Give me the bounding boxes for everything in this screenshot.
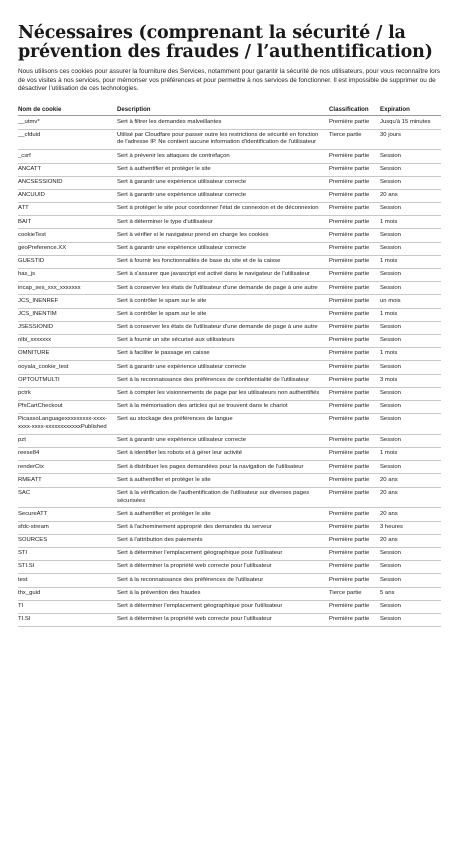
table-row	[18, 400, 441, 413]
cookie-name-cell: _csrf	[18, 150, 117, 163]
table-row	[18, 587, 441, 600]
cookie-description-cell: Sert à conserver les états de l'utilisateur d'une demande de page à une autre	[117, 321, 329, 334]
cookie-expiration-cell: 3 mois	[380, 374, 441, 387]
table-row	[18, 534, 441, 547]
table-row	[18, 150, 441, 163]
cookie-name-cell: OPTOUTMULTI	[18, 374, 117, 387]
cookie-classification-cell: Première partie	[329, 613, 380, 626]
cookie-table	[18, 106, 441, 627]
table-row	[18, 282, 441, 295]
cookie-expiration-cell: Session	[380, 282, 441, 295]
cookie-description-cell: Sert à l'acheminement approprié des demandes du serveur	[117, 521, 329, 534]
cookie-name-cell: __cfduid	[18, 129, 117, 150]
table-row	[18, 461, 441, 474]
cookie-description-cell: Sert à déterminer l'emplacement géographique pour l'utilisateur	[117, 600, 329, 613]
cookie-table-body	[18, 116, 441, 627]
cookie-classification-cell: Première partie	[329, 374, 380, 387]
cookie-description-cell: Sert à la vérification de l'authentification de l'utilisateur sur diverses pages sécurisées	[117, 487, 329, 508]
cookie-description-cell: Sert à garantir une expérience utilisateur correcte	[117, 189, 329, 202]
table-row	[18, 600, 441, 613]
cookie-classification-cell: Première partie	[329, 574, 380, 587]
cookie-expiration-cell: Session	[380, 547, 441, 560]
table-row	[18, 574, 441, 587]
cookie-classification-cell: Première partie	[329, 487, 380, 508]
cookie-expiration-cell: Session	[380, 229, 441, 242]
table-row	[18, 374, 441, 387]
cookie-name-cell: JSESSIONID	[18, 321, 117, 334]
cookie-classification-cell: Première partie	[329, 414, 380, 435]
cookie-classification-cell: Première partie	[329, 348, 380, 361]
cookie-expiration-cell: 20 ans	[380, 508, 441, 521]
cookie-description-cell: Sert à garantir une expérience utilisateur correcte	[117, 434, 329, 447]
table-row	[18, 203, 441, 216]
cookie-classification-cell: Première partie	[329, 547, 380, 560]
cookie-classification-cell: Première partie	[329, 255, 380, 268]
cookie-classification-cell: Première partie	[329, 269, 380, 282]
cookie-expiration-cell: Session	[380, 414, 441, 435]
cookie-expiration-cell: Session	[380, 400, 441, 413]
cookie-name-cell: TI	[18, 600, 117, 613]
cookie-classification-cell: Première partie	[329, 189, 380, 202]
cookie-classification-cell: Première partie	[329, 400, 380, 413]
cookie-expiration-cell: Session	[380, 150, 441, 163]
cookie-name-cell: pzt	[18, 434, 117, 447]
table-row	[18, 295, 441, 308]
cookie-classification-cell: Première partie	[329, 282, 380, 295]
table-row	[18, 474, 441, 487]
cookie-description-cell: Sert au stockage des préférences de langue	[117, 414, 329, 435]
cookie-description-cell: Sert à prévenir les attaques de contrefaçon	[117, 150, 329, 163]
cookie-classification-cell: Première partie	[329, 116, 380, 129]
cookie-name-cell: thx_guid	[18, 587, 117, 600]
cookie-description-cell: Sert à déterminer la propriété web correcte pour l'utilisateur	[117, 613, 329, 626]
cookie-expiration-cell: 20 ans	[380, 487, 441, 508]
header-classification: Classification	[329, 106, 380, 116]
cookie-expiration-cell: Session	[380, 334, 441, 347]
cookie-description-cell: Sert à protéger le site pour coordonner l'état de connexion et de déconnexion	[117, 203, 329, 216]
table-row	[18, 129, 441, 150]
cookie-name-cell: JCS_INENTIM	[18, 308, 117, 321]
cookie-classification-cell: Première partie	[329, 521, 380, 534]
cookie-name-cell: sfdc-stream	[18, 521, 117, 534]
cookie-expiration-cell: 1 mois	[380, 448, 441, 461]
cookie-description-cell: Sert à faciliter le passage en caisse	[117, 348, 329, 361]
cookie-expiration-cell: 30 jours	[380, 129, 441, 150]
cookie-description-cell: Sert à fournir un site sécurisé aux utilisateurs	[117, 334, 329, 347]
cookie-classification-cell: Première partie	[329, 308, 380, 321]
cookie-name-cell: incap_ses_xxx_xxxxxxx	[18, 282, 117, 295]
cookie-expiration-cell: Session	[380, 203, 441, 216]
cookie-name-cell: PicassoLanguagexxxxxxxxx-xxxx-xxxx-xxxx-xxxxxxxxxxxxPublished	[18, 414, 117, 435]
cookie-classification-cell: Première partie	[329, 216, 380, 229]
header-description: Description	[117, 106, 329, 116]
table-row	[18, 189, 441, 202]
cookie-classification-cell: Première partie	[329, 361, 380, 374]
intro-paragraph: Nous utilisons ces cookies pour assurer la fourniture des Services, notamment pour garantir la sécurité de nos utilisateurs, pour vous reconnaître lors de vos visites à nos services, pour mémoriser vos préférences et pour permettre à nos services de fonctionner. Il est impossible de supprimer ou de désactiver l’utilisation de ces technologies.	[18, 68, 440, 93]
cookie-expiration-cell: Session	[380, 361, 441, 374]
cookie-name-cell: ANCATT	[18, 163, 117, 176]
cookie-name-cell: test	[18, 574, 117, 587]
table-row	[18, 448, 441, 461]
table-row	[18, 163, 441, 176]
cookie-description-cell: Sert à déterminer le type d'utilisateur	[117, 216, 329, 229]
cookie-name-cell: STI.SI	[18, 561, 117, 574]
cookie-expiration-cell: Session	[380, 176, 441, 189]
table-row	[18, 547, 441, 560]
cookie-description-cell: Utilisé par Cloudfare pour passer outre les restrictions de sécurité en fonction de l'adresse IP. Ne contient aucune information d'identification de l'utilisateur	[117, 129, 329, 150]
cookie-name-cell: STI	[18, 547, 117, 560]
cookie-expiration-cell: Session	[380, 613, 441, 626]
cookie-expiration-cell: un mois	[380, 295, 441, 308]
header-expiration: Expiration	[380, 106, 441, 116]
table-row	[18, 116, 441, 129]
cookie-description-cell: Sert à la reconnaissance des préférences de confidentialité de l'utilisateur	[117, 374, 329, 387]
table-row	[18, 242, 441, 255]
cookie-expiration-cell: Session	[380, 387, 441, 400]
table-header-row	[18, 106, 441, 116]
cookie-name-cell: PfxCartCheckout	[18, 400, 117, 413]
cookie-expiration-cell: Session	[380, 434, 441, 447]
cookie-description-cell: Sert à authentifier et protéger le site	[117, 474, 329, 487]
cookie-description-cell: Sert à compter les visionnements de page par les utilisateurs non authentifiés	[117, 387, 329, 400]
cookie-classification-cell: Tierce partie	[329, 129, 380, 150]
cookie-expiration-cell: Session	[380, 600, 441, 613]
cookie-expiration-cell: 1 mois	[380, 308, 441, 321]
cookie-expiration-cell: Session	[380, 574, 441, 587]
cookie-expiration-cell: Session	[380, 163, 441, 176]
cookie-name-cell: reese84	[18, 448, 117, 461]
cookie-name-cell: geoPreference.XX	[18, 242, 117, 255]
cookie-expiration-cell: Jusqu'à 15 minutes	[380, 116, 441, 129]
cookie-name-cell: GUESTID	[18, 255, 117, 268]
cookie-expiration-cell: Session	[380, 321, 441, 334]
table-row	[18, 229, 441, 242]
cookie-description-cell: Sert à authentifier et protéger le site	[117, 508, 329, 521]
cookie-classification-cell: Première partie	[329, 163, 380, 176]
cookie-classification-cell: Première partie	[329, 508, 380, 521]
cookie-name-cell: BAIT	[18, 216, 117, 229]
cookie-description-cell: Sert à garantir une expérience utilisateur correcte	[117, 176, 329, 189]
cookie-classification-cell: Première partie	[329, 461, 380, 474]
cookie-expiration-cell: 1 mois	[380, 216, 441, 229]
cookie-description-cell: Sert à déterminer l'emplacement géographique pour l'utilisateur	[117, 547, 329, 560]
cookie-description-cell: Sert à la prévention des fraudes	[117, 587, 329, 600]
table-row	[18, 308, 441, 321]
cookie-description-cell: Sert à l'attribution des paiements	[117, 534, 329, 547]
table-row	[18, 613, 441, 626]
cookie-classification-cell: Première partie	[329, 295, 380, 308]
cookie-classification-cell: Première partie	[329, 150, 380, 163]
cookie-classification-cell: Première partie	[329, 534, 380, 547]
cookie-name-cell: ATT	[18, 203, 117, 216]
cookie-expiration-cell: 1 mois	[380, 348, 441, 361]
cookie-description-cell: Sert à identifier les robots et à gérer leur activité	[117, 448, 329, 461]
table-row	[18, 255, 441, 268]
cookie-name-cell: RMEATT	[18, 474, 117, 487]
cookie-expiration-cell: Session	[380, 242, 441, 255]
cookie-classification-cell: Première partie	[329, 434, 380, 447]
table-row	[18, 216, 441, 229]
cookie-classification-cell: Première partie	[329, 176, 380, 189]
cookie-name-cell: TI.SI	[18, 613, 117, 626]
cookie-description-cell: Sert à authentifier et protéger le site	[117, 163, 329, 176]
page-title: Nécessaires (comprenant la sécurité / la prévention des fraudes / l’authentification)	[18, 23, 433, 62]
cookie-description-cell: Sert à la mémorisation des articles qui se trouvent dans le chariot	[117, 400, 329, 413]
cookie-classification-cell: Première partie	[329, 600, 380, 613]
cookie-classification-cell: Première partie	[329, 242, 380, 255]
cookie-description-cell: Sert à conserver les états de l'utilisateur d'une demande de page à une autre	[117, 282, 329, 295]
cookie-name-cell: ANCSESSIONID	[18, 176, 117, 189]
cookie-name-cell: ooyala_cookie_test	[18, 361, 117, 374]
cookie-description-cell: Sert à fournir les fonctionnalités de base du site et de la caisse	[117, 255, 329, 268]
cookie-description-cell: Sert à distribuer les pages demandées pour la navigation de l'utilisateur	[117, 461, 329, 474]
cookie-expiration-cell: 1 mois	[380, 255, 441, 268]
cookie-description-cell: Sert à déterminer la propriété web correcte pour l'utilisateur	[117, 561, 329, 574]
cookie-classification-cell: Tierce partie	[329, 587, 380, 600]
cookie-description-cell: Sert à s'assurer que javascript est activé dans le navigateur de l'utilisateur	[117, 269, 329, 282]
cookie-name-cell: ANCUUID	[18, 189, 117, 202]
table-row	[18, 176, 441, 189]
cookie-classification-cell: Première partie	[329, 334, 380, 347]
cookie-description-cell: Sert à garantir une expérience utilisateur correcte	[117, 242, 329, 255]
cookie-description-cell: Sert à garantir une expérience utilisateur correcte	[117, 361, 329, 374]
cookie-expiration-cell: 3 heures	[380, 521, 441, 534]
cookie-classification-cell: Première partie	[329, 387, 380, 400]
cookie-name-cell: cookieTest	[18, 229, 117, 242]
cookie-expiration-cell: 20 ans	[380, 189, 441, 202]
cookie-expiration-cell: Session	[380, 561, 441, 574]
cookie-name-cell: SOURCES	[18, 534, 117, 547]
cookie-description-cell: Sert à filtrer les demandes malveillantes	[117, 116, 329, 129]
header-cookie-name: Nom de cookie	[18, 106, 117, 116]
table-row	[18, 508, 441, 521]
cookie-name-cell: nlbi_xxxxxxx	[18, 334, 117, 347]
cookie-name-cell: pctrk	[18, 387, 117, 400]
table-row	[18, 334, 441, 347]
cookie-name-cell: SAC	[18, 487, 117, 508]
cookie-classification-cell: Première partie	[329, 229, 380, 242]
table-row	[18, 487, 441, 508]
table-row	[18, 561, 441, 574]
cookie-classification-cell: Première partie	[329, 474, 380, 487]
table-row	[18, 269, 441, 282]
table-row	[18, 414, 441, 435]
cookie-expiration-cell: Session	[380, 269, 441, 282]
cookie-description-cell: Sert à contrôler le spam sur le site	[117, 308, 329, 321]
cookie-classification-cell: Première partie	[329, 561, 380, 574]
cookie-classification-cell: Première partie	[329, 203, 380, 216]
cookie-name-cell: SecureATT	[18, 508, 117, 521]
cookie-description-cell: Sert à contrôler le spam sur le site	[117, 295, 329, 308]
cookie-description-cell: Sert à vérifier si le navigateur prend en charge les cookies	[117, 229, 329, 242]
table-row	[18, 387, 441, 400]
cookie-description-cell: Sert à la reconnaissance des préférences de l'utilisateur	[117, 574, 329, 587]
cookie-name-cell: has_js	[18, 269, 117, 282]
cookie-expiration-cell: Session	[380, 461, 441, 474]
cookie-classification-cell: Première partie	[329, 321, 380, 334]
cookie-expiration-cell: 5 ans	[380, 587, 441, 600]
table-row	[18, 361, 441, 374]
cookie-name-cell: renderCtx	[18, 461, 117, 474]
cookie-name-cell: __utmv*	[18, 116, 117, 129]
cookie-classification-cell: Première partie	[329, 448, 380, 461]
cookie-name-cell: JCS_INENREF	[18, 295, 117, 308]
table-row	[18, 521, 441, 534]
cookie-name-cell: OMNITURE	[18, 348, 117, 361]
table-row	[18, 434, 441, 447]
table-row	[18, 321, 441, 334]
cookie-expiration-cell: 20 ans	[380, 534, 441, 547]
cookie-expiration-cell: 20 ans	[380, 474, 441, 487]
table-row	[18, 348, 441, 361]
